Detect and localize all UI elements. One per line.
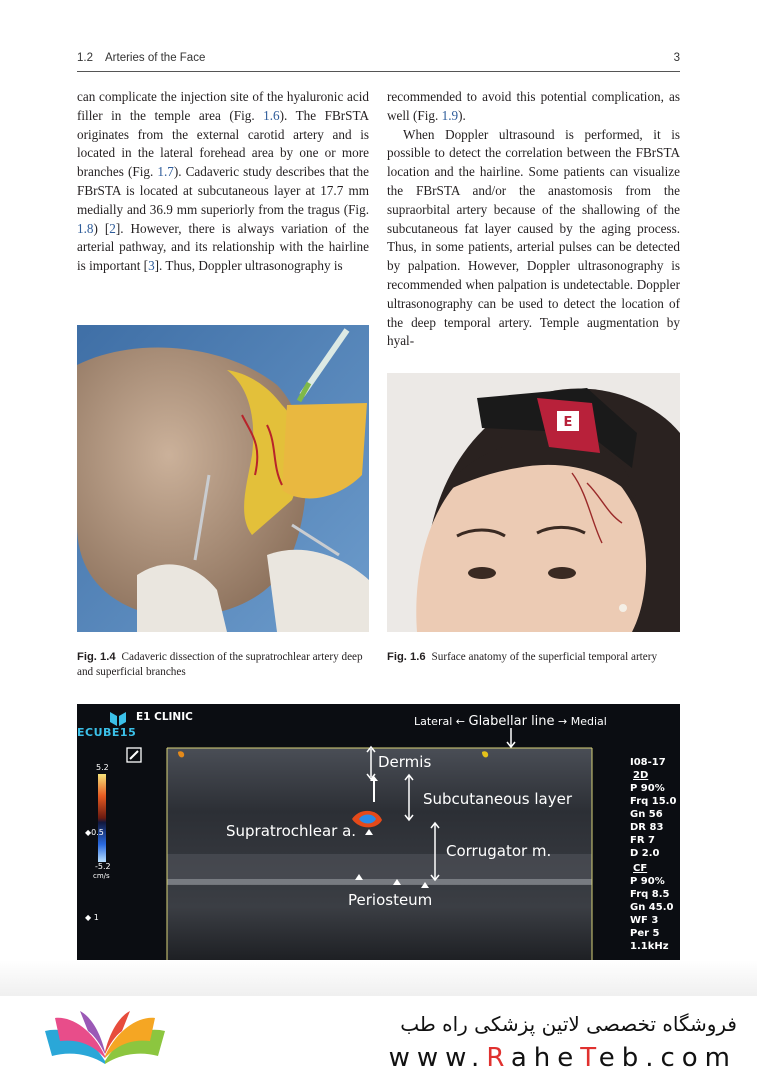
- scanner-param: I08-17: [630, 757, 666, 768]
- text-run: ]. However, there is always variation of the arterial pathway, and its relationship with the hairline is important [: [77, 220, 369, 274]
- figure-1-6-label: Fig. 1.6: [387, 651, 426, 663]
- book-logo-icon: [40, 1006, 170, 1076]
- figure-1-6-caption: [387, 650, 680, 665]
- section-heading: [77, 52, 217, 64]
- figure-1-6-caption-text: Surface anatomy of the superficial temporal artery: [431, 651, 658, 663]
- text-run: ). Cadaveric study describes that the FBrSTA is located at subcutaneous layer at 17.7 mm medially and 36.9 mm superiorly from the tragus (Fig.: [77, 164, 369, 217]
- cross-reference-link[interactable]: 1.8: [77, 220, 94, 236]
- running-header: [77, 52, 680, 72]
- site-url: www.RaheTeb.com: [388, 1043, 737, 1073]
- figure-1-4-caption-text: Cadaveric dissection of the supratrochlear artery deep and superficial branches: [77, 651, 363, 678]
- figure-1-4-caption: [77, 650, 369, 679]
- scanner-param: 2D: [633, 770, 649, 781]
- figure-1-4-label: Fig. 1.4: [77, 651, 116, 663]
- text-run: ]. Thus, Doppler ultrasonography is: [154, 258, 343, 274]
- figure-1-6-image: [387, 373, 680, 632]
- ecube-logo: ECUBE15: [77, 726, 137, 739]
- header-rule: [77, 71, 680, 72]
- orientation-medial: Medial: [570, 715, 607, 728]
- scale-bottom: -5.2: [95, 862, 111, 871]
- scanner-param: Gn 45.0: [630, 902, 674, 913]
- scanner-param: DR 83: [630, 822, 664, 833]
- text-run: recommended to avoid this potential complication, as well (Fig.: [387, 89, 680, 123]
- scanner-param: Gn 56: [630, 809, 663, 820]
- figure-1-5-ultrasound: [77, 704, 680, 960]
- scanner-param: FR 7: [630, 835, 655, 846]
- text-run: ). The FBrSTA originates from the external carotid artery and is located in the lateral forehead area by one or more branches (Fig.: [77, 107, 369, 180]
- scanner-param: P 90%: [630, 783, 665, 794]
- orientation-glabellar: Glabellar line: [468, 714, 555, 729]
- right-paragraph-2: When Doppler ultrasound is performed, it is possible to detect the correlation between the FBrSTA location and the hairline. Some patients can visualize the FBrSTA and/or the anastomosis from the supraorbital artery because of the shallowing of the subcutaneous fat layer caused by the aging process. Thus, in some patients, arterial pulses can be detected by palpation. However, Doppler ultrasonography is recommended when palpation is undetectable. Doppler ultrasonography can be used to detect the location of the deep temporal artery. Temple augmentation by hyal-: [387, 126, 680, 349]
- text-run: can complicate the injection site of the hyaluronic acid filler in the temple area (Fig.: [77, 89, 369, 123]
- cross-reference-link[interactable]: 2: [109, 220, 116, 236]
- depth-mark: ◆ 1: [85, 913, 99, 922]
- scale-top: 5.2: [96, 763, 109, 772]
- label-corrugator: Corrugator m.: [446, 842, 552, 860]
- label-supratrochlear: Supratrochlear a.: [226, 822, 357, 840]
- scanner-param: D 2.0: [630, 848, 660, 859]
- headband-letter: E: [563, 415, 573, 430]
- scanner-param: Frq 8.5: [630, 889, 670, 900]
- scanner-param: Per 5: [630, 928, 660, 939]
- cross-reference-link[interactable]: 3: [148, 258, 155, 274]
- scanner-parameters: [630, 756, 676, 953]
- clinic-name: E1 CLINIC: [136, 711, 193, 723]
- section-number: 1.2: [77, 52, 93, 64]
- left-column-text: [77, 88, 369, 276]
- scanner-param: Frq 15.0: [630, 796, 677, 807]
- scanner-param: WF 3: [630, 915, 659, 926]
- text-run: ).: [458, 107, 466, 123]
- scale-mid: ◆0.5: [85, 828, 104, 837]
- orientation-label: Lateral ← Glabellar line → Medial: [414, 714, 607, 729]
- orientation-lateral: Lateral: [414, 715, 453, 728]
- scale-unit: cm/s: [93, 872, 110, 880]
- label-dermis: Dermis: [378, 753, 432, 771]
- cross-reference-link[interactable]: 1.6: [263, 107, 280, 123]
- right-paragraph-1: [387, 88, 680, 126]
- figure-1-4-image: [77, 325, 369, 632]
- persian-store-name: فروشگاه تخصصی لاتین پزشکی راه طب: [400, 1012, 737, 1036]
- scanner-param: P 90%: [630, 876, 665, 887]
- cross-reference-link[interactable]: 1.7: [157, 164, 174, 180]
- text-run: ) [: [93, 220, 110, 236]
- scanner-param: CF: [633, 863, 648, 874]
- label-periosteum: Periosteum: [348, 891, 433, 909]
- label-subcutaneous: Subcutaneous layer: [423, 790, 573, 808]
- footer-watermark: [0, 996, 757, 1080]
- footer-fade: [0, 960, 757, 1000]
- cross-reference-link[interactable]: 1.9: [441, 107, 459, 123]
- section-title: Arteries of the Face: [105, 52, 206, 64]
- right-column-text: [387, 88, 680, 351]
- scanner-param: 1.1kHz: [630, 941, 669, 952]
- page-number: 3: [673, 52, 680, 64]
